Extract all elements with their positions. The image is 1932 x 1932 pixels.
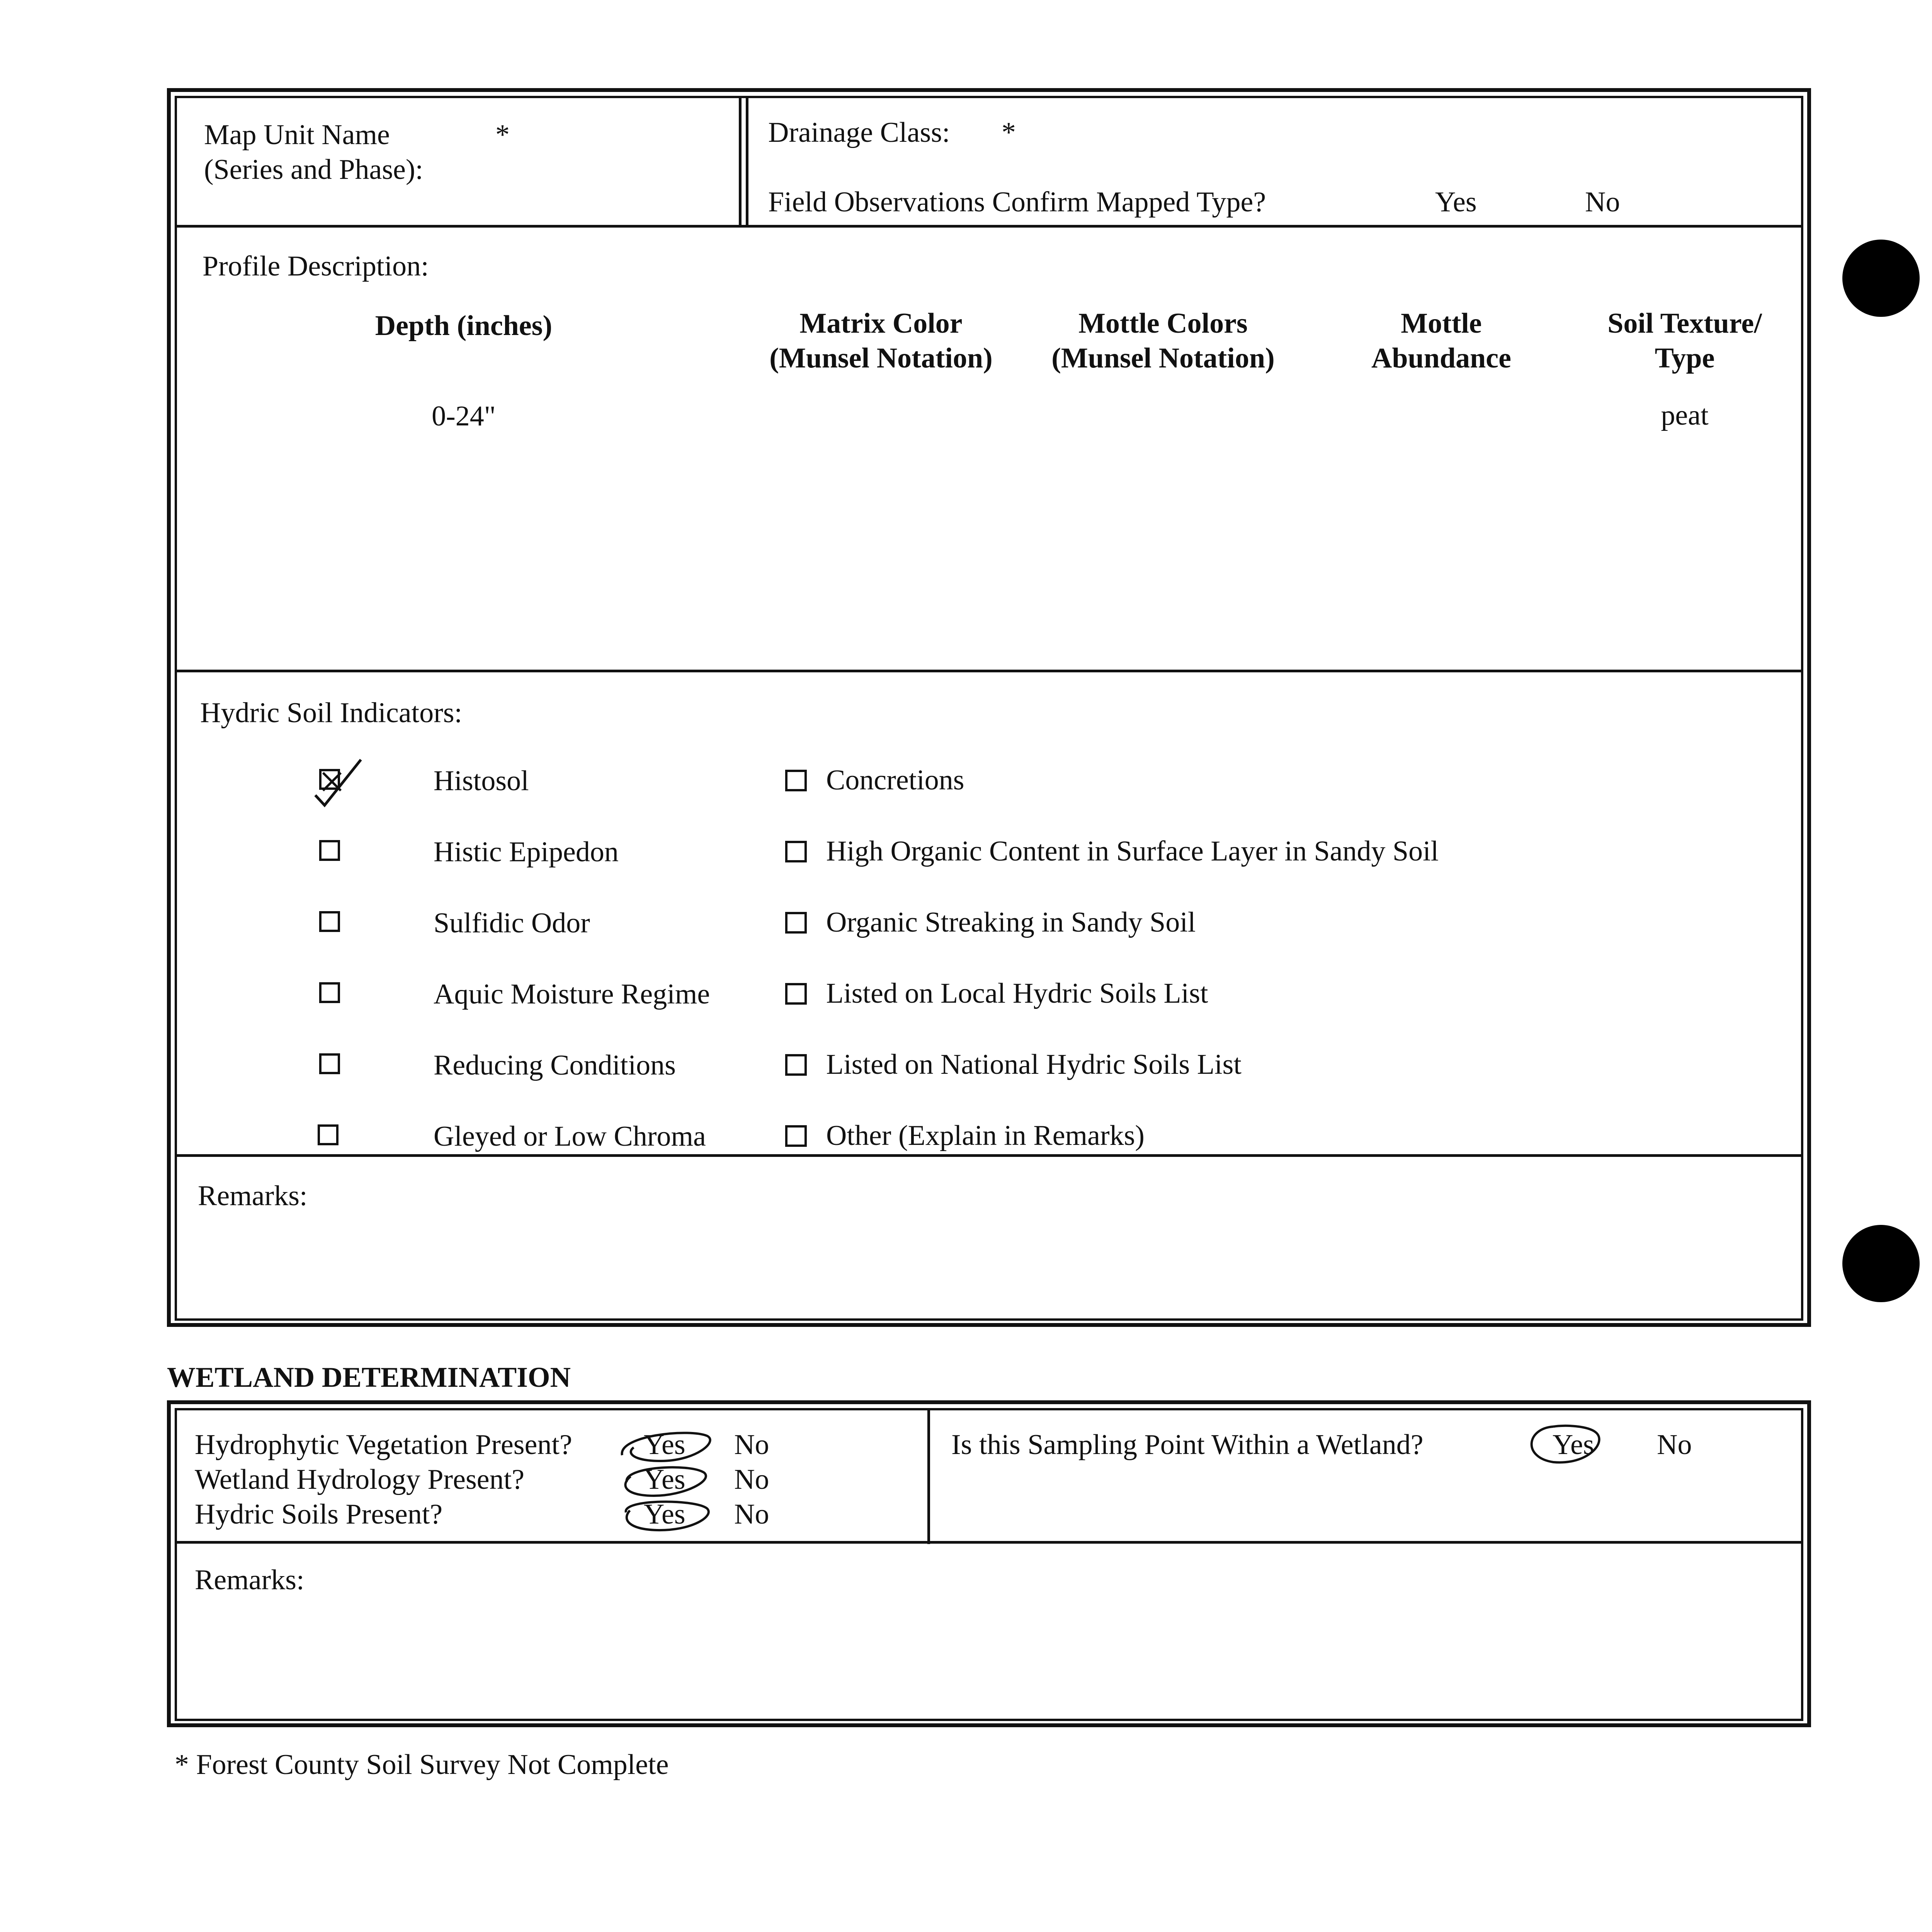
hydric-title: Hydric Soil Indicators:	[200, 697, 463, 729]
label-reducing-conditions: Reducing Conditions	[434, 1049, 676, 1081]
q-hydrophytic: Hydrophytic Vegetation Present?	[195, 1429, 572, 1461]
field-obs-yes[interactable]: Yes	[1435, 186, 1477, 218]
field-obs-no[interactable]: No	[1585, 186, 1620, 218]
label-national-list: Listed on National Hydric Soils List	[826, 1049, 1242, 1080]
col-abundance-header-1: Mottle	[1401, 308, 1482, 339]
label-other: Other (Explain in Remarks)	[826, 1120, 1145, 1151]
punch-hole-middle	[1842, 1225, 1920, 1302]
header-vdivider-a	[739, 96, 742, 227]
col-depth-header: Depth (inches)	[375, 310, 553, 342]
label-high-organic: High Organic Content in Surface Layer in Sandy Soil	[826, 835, 1439, 867]
checkbox-histic-epipedon[interactable]	[319, 840, 340, 861]
col-mottle-colors-header-1: Mottle Colors	[1078, 308, 1248, 339]
col-abundance-header-2: Abundance	[1371, 342, 1511, 374]
yes-circle-mark-3	[618, 1493, 715, 1536]
profile-row-texture: peat	[1661, 400, 1709, 431]
remarks-label: Remarks:	[198, 1180, 308, 1212]
label-concretions: Concretions	[826, 764, 964, 796]
sampling-yes[interactable]: Yes	[1553, 1429, 1594, 1461]
wetland-remarks-label: Remarks:	[195, 1564, 304, 1596]
label-sulfidic-odor: Sulfidic Odor	[434, 907, 590, 939]
checkbox-gleyed-low-chroma[interactable]	[318, 1124, 338, 1145]
sampling-no[interactable]: No	[1657, 1429, 1692, 1461]
label-gleyed-low-chroma: Gleyed or Low Chroma	[434, 1121, 706, 1152]
series-phase-label: (Series and Phase):	[204, 154, 423, 185]
label-aquic-moisture: Aquic Moisture Regime	[434, 978, 710, 1010]
header-vdivider-b	[746, 96, 748, 227]
drainage-asterisk: *	[1002, 117, 1016, 148]
checkbox-national-list[interactable]	[785, 1054, 807, 1076]
q-hydrology-no[interactable]: No	[734, 1464, 769, 1495]
punch-hole-top	[1842, 240, 1920, 317]
checkbox-high-organic[interactable]	[785, 841, 807, 862]
hydric-divider	[175, 1154, 1803, 1157]
profile-title: Profile Description:	[202, 250, 429, 282]
drainage-class-label: Drainage Class:	[768, 117, 950, 148]
q-hydrology-yes[interactable]: Yes	[644, 1464, 685, 1495]
label-local-list: Listed on Local Hydric Soils List	[826, 978, 1208, 1009]
checkbox-sulfidic-odor[interactable]	[319, 911, 340, 932]
checkbox-other[interactable]	[785, 1125, 807, 1147]
q-hydrophytic-no[interactable]: No	[734, 1429, 769, 1461]
checkbox-concretions[interactable]	[785, 770, 807, 791]
col-texture-header-1: Soil Texture/	[1607, 308, 1762, 339]
wetland-divider	[175, 1541, 1803, 1544]
sampling-question: Is this Sampling Point Within a Wetland?	[951, 1429, 1423, 1461]
label-histic-epipedon: Histic Epipedon	[434, 836, 619, 868]
col-matrix-header-2: (Munsel Notation)	[769, 342, 993, 374]
header-divider	[175, 225, 1803, 228]
q-hydrophytic-yes[interactable]: Yes	[644, 1429, 685, 1461]
field-obs-label: Field Observations Confirm Mapped Type?	[768, 186, 1266, 218]
map-unit-label: Map Unit Name	[204, 119, 390, 151]
q-hydrology: Wetland Hydrology Present?	[195, 1464, 525, 1495]
col-mottle-colors-header-2: (Munsel Notation)	[1051, 342, 1275, 374]
checkbox-reducing-conditions[interactable]	[319, 1053, 340, 1074]
map-unit-asterisk: *	[495, 119, 510, 151]
q-hydric-soils-yes[interactable]: Yes	[644, 1498, 685, 1530]
q-hydric-soils-no[interactable]: No	[734, 1498, 769, 1530]
col-matrix-header-1: Matrix Color	[799, 308, 963, 339]
footnote: * Forest County Soil Survey Not Complete	[175, 1749, 669, 1781]
label-organic-streaking: Organic Streaking in Sandy Soil	[826, 906, 1196, 938]
q-hydric-soils: Hydric Soils Present?	[195, 1498, 443, 1530]
wetland-vdivider	[927, 1408, 930, 1544]
wetland-heading: WETLAND DETERMINATION	[167, 1362, 571, 1393]
col-texture-header-2: Type	[1655, 342, 1715, 374]
profile-row-depth: 0-24"	[432, 400, 496, 432]
profile-divider	[175, 670, 1803, 672]
checkbox-organic-streaking[interactable]	[785, 912, 807, 934]
checkbox-aquic-moisture[interactable]	[319, 982, 340, 1003]
check-tick-icon	[313, 757, 363, 808]
sampling-yes-circle-mark	[1519, 1419, 1615, 1469]
checkbox-local-list[interactable]	[785, 983, 807, 1005]
label-histosol: Histosol	[434, 765, 529, 797]
